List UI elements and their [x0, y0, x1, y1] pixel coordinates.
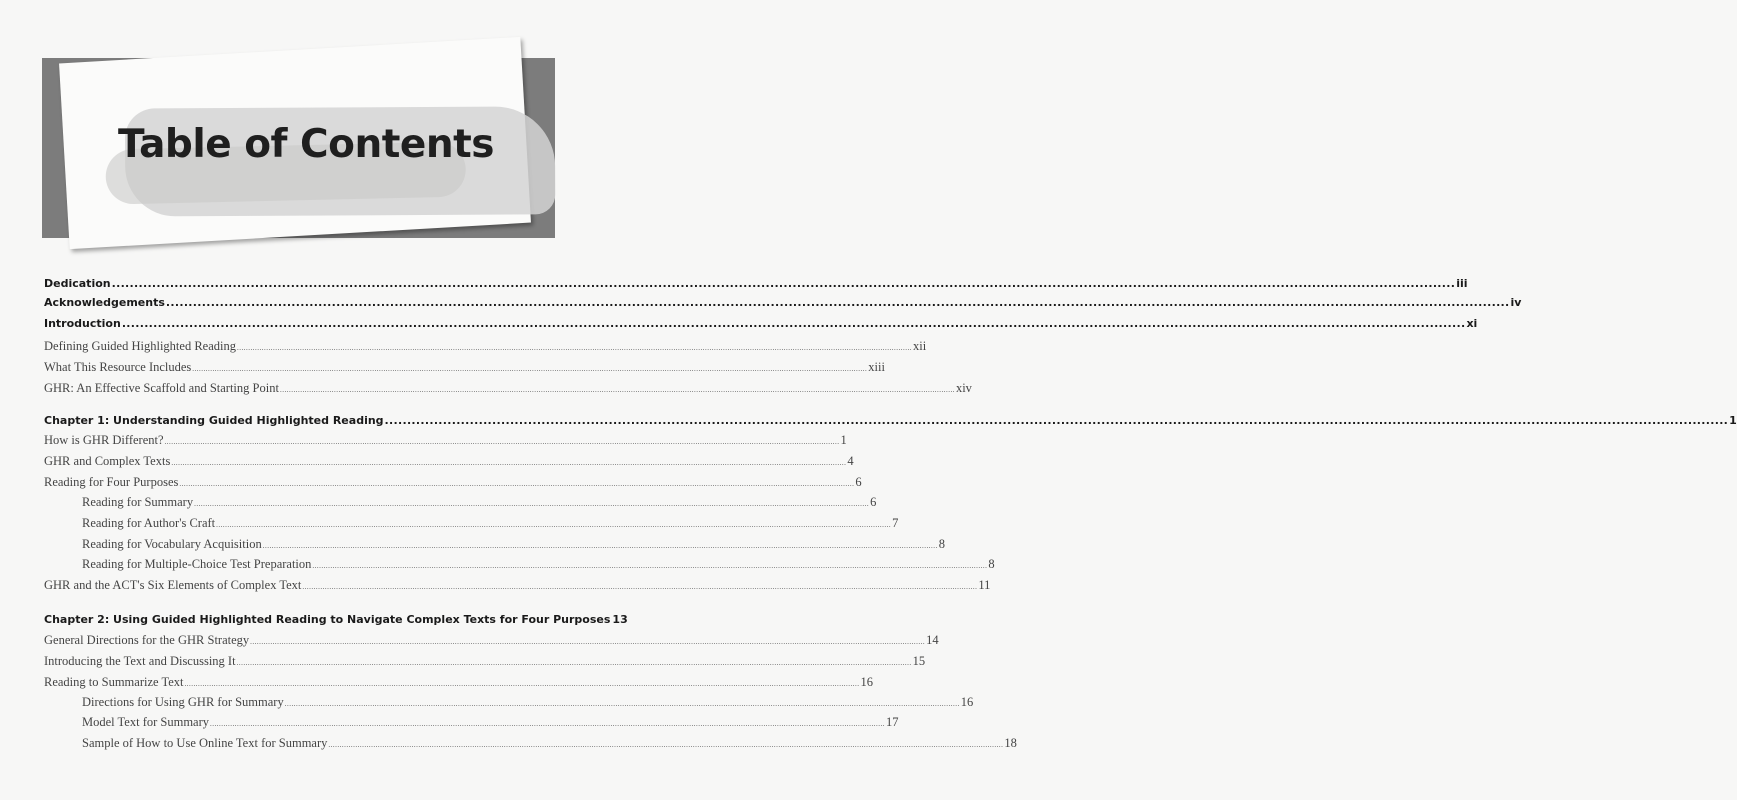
dot-leader: ............................................................................................................................................................................................................................................................................................................ — [262, 542, 938, 550]
toc-entry-page: xii — [912, 339, 927, 353]
toc-entry — [44, 433, 847, 449]
toc-entry-page: iv — [1510, 296, 1522, 309]
toc-entry-label: Reading for Author's Craft — [82, 516, 216, 530]
dot-leader: ............................................................................................................................................................................................................................................................................................................ — [302, 583, 978, 591]
toc-entry-page: 18 — [1004, 736, 1017, 750]
toc-entry-label: Model Text for Summary — [82, 715, 210, 729]
dot-leader: ............................................................................................................................................................................................................................................................................................................ — [194, 500, 870, 508]
toc-entry — [44, 381, 972, 397]
dot-leader: ............................................................................................................................................................................................................................................................................................................ — [250, 638, 926, 646]
toc-entry — [44, 578, 991, 594]
dot-leader: ............................................................................................................................................................................................................................................................................................................ — [312, 562, 988, 570]
dot-leader: ............................................................................................................................................................................................................................................................................................................ — [236, 344, 912, 352]
toc-entry-page: 15 — [912, 654, 926, 668]
toc-entry-page: 1 — [840, 433, 847, 447]
toc-entry-label: GHR and Complex Texts — [44, 454, 171, 468]
toc-entry-label: Chapter 2: Using Guided Highlighted Reading to Navigate Complex Texts for Four Purposes — [44, 613, 611, 626]
toc-entry — [82, 537, 945, 553]
toc-entry-page: 8 — [938, 537, 945, 551]
dot-leader: ............................................................................................................................................................................................................................................................................................................ — [111, 277, 1456, 290]
toc-entry — [82, 695, 974, 711]
toc-entry-page: 16 — [960, 695, 974, 709]
toc-entry — [44, 339, 927, 355]
toc-entry-label: GHR: An Effective Scaffold and Starting Point — [44, 381, 279, 395]
dot-leader: ............................................................................................................................................................................................................................................................................................................ — [236, 659, 912, 667]
toc-entry-label: What This Resource Includes — [44, 360, 192, 374]
page-title: Table of Contents — [118, 122, 494, 167]
toc-entry — [44, 675, 873, 691]
toc-entry — [44, 475, 862, 491]
toc-entry-label: Reading for Summary — [82, 495, 194, 509]
toc-entry-page: 6 — [855, 475, 862, 489]
toc-entry-page: 14 — [926, 633, 939, 647]
toc-entry-label: GHR and the ACT's Six Elements of Complex Text — [44, 578, 302, 592]
dot-leader: ............................................................................................................................................................................................................................................................................................................ — [384, 414, 1729, 427]
toc-entry — [44, 360, 885, 376]
toc-entry — [44, 296, 1522, 312]
toc-entry-page: 11 — [978, 578, 991, 592]
dot-leader: ............................................................................................................................................................................................................................................................................................................ — [216, 521, 892, 529]
toc-entry-label: Chapter 1: Understanding Guided Highlighted Reading — [44, 414, 384, 427]
toc-entry — [44, 613, 628, 629]
toc-entry — [82, 736, 1017, 752]
toc-entry-page: 17 — [886, 715, 899, 729]
toc-entry-page: iii — [1456, 277, 1468, 290]
dot-leader: ............................................................................................................................................................................................................................................................................................................ — [121, 317, 1466, 330]
dot-leader: ............................................................................................................................................................................................................................................................................................................ — [192, 365, 868, 373]
toc-entry-page: xiv — [955, 381, 972, 395]
toc-entry-page: 16 — [860, 675, 873, 689]
dot-leader: ............................................................................................................................................................................................................................................................................................................ — [284, 700, 960, 708]
toc-entry-page: 13 — [612, 613, 628, 626]
toc-entry-label: Reading for Vocabulary Acquisition — [82, 537, 262, 551]
toc-entry-label: Acknowledgements — [44, 296, 165, 309]
dot-leader: ............................................................................................................................................................................................................................................................................................................ — [165, 296, 1510, 309]
toc-entry-page: 8 — [988, 557, 995, 571]
toc-entry-label: Reading for Multiple-Choice Test Preparation — [82, 557, 312, 571]
toc-entry — [82, 557, 995, 573]
dot-leader: ............................................................................................................................................................................................................................................................................................................ — [210, 720, 886, 728]
toc-entry — [82, 495, 877, 511]
dot-leader: ............................................................................................................................................................................................................................................................................................................ — [179, 480, 855, 488]
toc-entry-label: Defining Guided Highlighted Reading — [44, 339, 236, 353]
toc-entry-label: Reading for Four Purposes — [44, 475, 179, 489]
toc-entry-page: 1 — [1729, 414, 1737, 427]
toc-entry-label: Introduction — [44, 317, 121, 330]
toc-entry-page: 6 — [870, 495, 877, 509]
toc-entry — [82, 715, 899, 731]
toc-entry — [44, 277, 1468, 293]
toc-entry-label: Dedication — [44, 277, 111, 290]
toc-entry — [44, 414, 1737, 430]
toc-entry — [44, 454, 854, 470]
dot-leader: ............................................................................................................................................................................................................................................................................................................ — [328, 741, 1004, 749]
toc-entry-label: Introducing the Text and Discussing It — [44, 654, 236, 668]
toc-entry-page: xiii — [868, 360, 885, 374]
toc-entry — [44, 633, 939, 649]
toc-entry-label: Directions for Using GHR for Summary — [82, 695, 284, 709]
dot-leader: ............................................................................................................................................................................................................................................................................................................ — [164, 438, 840, 446]
dot-leader: ............................................................................................................................................................................................................................................................................................................ — [184, 680, 860, 688]
toc-entry-label: Sample of How to Use Online Text for Summary — [82, 736, 328, 750]
toc-entry — [44, 654, 926, 670]
toc-entry-page: 4 — [847, 454, 854, 468]
toc-entry-page: xi — [1466, 317, 1478, 330]
toc-entry-label: Reading to Summarize Text — [44, 675, 184, 689]
toc-entry-page: 7 — [892, 516, 899, 530]
toc-entry — [44, 317, 1478, 333]
dot-leader: ............................................................................................................................................................................................................................................................................................................ — [279, 386, 955, 394]
toc-entry-label: General Directions for the GHR Strategy — [44, 633, 250, 647]
dot-leader: ............................................................................................................................................................................................................................................................................................................ — [171, 459, 847, 467]
toc-entry-label: How is GHR Different? — [44, 433, 164, 447]
toc-entry — [82, 516, 899, 532]
